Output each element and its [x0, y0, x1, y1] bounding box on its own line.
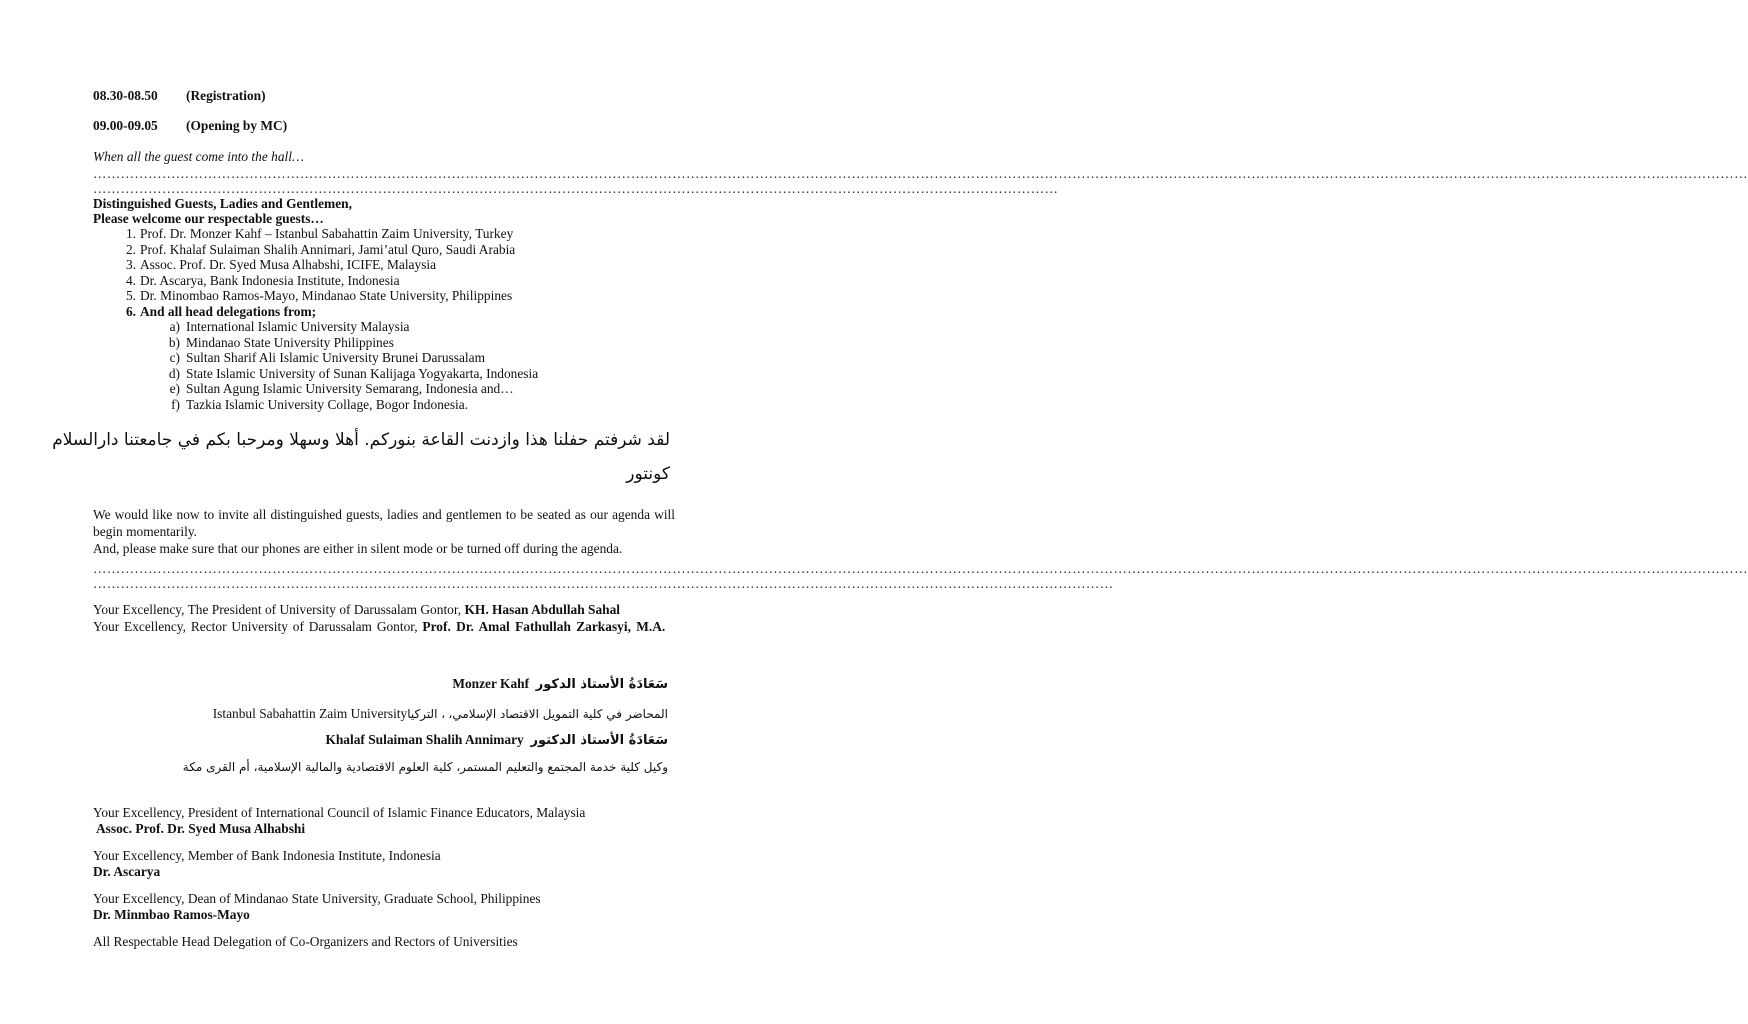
greeting-line: Please welcome our respectable guests… — [93, 211, 324, 226]
dotted-line: …………………………………………………………………………………………………………………………………………………………………………………………………… — [93, 576, 1114, 591]
arabic-welcome-line: كونتور — [626, 464, 670, 484]
agenda-time-opening: 09.00-09.05 — [93, 118, 158, 133]
excellency-name: Assoc. Prof. Dr. Syed Musa Alhabshi — [96, 821, 306, 836]
guest-desc-arabic: المحاضر في كلية التمويل الاقتصاد الإسلامي، Istanbul Sabahattin Zaim University، التركيا — [212, 706, 668, 721]
excellency-name: Dr. Minmbao Ramos-Mayo — [93, 907, 250, 922]
dotted-line: ………………………………………………………………………………………………………………………………………………………………………………………… — [93, 181, 1059, 196]
excellency-line: Your Excellency, The President of University of Darussalam Gontor, KH. Hasan Abdullah Sahal — [93, 602, 621, 617]
dotted-line: ……………………………………………………………………………………………………………………………………………………………………………………………………………………………………………………………………………………………………………………………… — [93, 166, 1748, 181]
document-page: 08.30-08.50 (Registration) 09.00-09.05 (Opening by MC) When all the guest come into the hall… ……………………………………………………………………………………………………………………………………………………………………………………………………………………………………………………………………………………………………………………………… ………………………………………………………………………………………………………………………………………………………………………………………… Distinguished Guests, Ladies and Gentlemen, Please welcome our respectable guests… 1. Prof. Dr. Monzer Kahf – Istanbul Sabahattin Zaim University, Turkey 2. Prof. Khalaf Sulaiman Shalih Annimari, Jami’atul Quro, Saudi Arabia 3. Assoc. Prof. Dr. Syed Musa Alhabshi, ICIFE, Malaysia 4. Dr. Ascarya, Bank Indonesia Institute, Indonesia 5. Dr. Minombao Ramos-Mayo, Mindanao State University, Philippines 6. And all head delegations from; a) International Islamic University Malaysia b) Mindanao State University Philippines c) Sultan Sharif Ali Islamic University Brunei Darussalam d) State Islamic University of Sunan Kalijaga Yogyakarta, Indonesia e) Sultan Agung Islamic University Semarang, Indonesia and… f) Tazkia Islamic University Collage, Bogor Indonesia. لقد شرفتم حفلنا هذا وازدنت القاعة بنوركم. أهلا وسهلا ومرحبا بكم في جامعتنا دارالسلام كونتور We would like now to invite all distinguished guests, ladies and gentlemen to be seated as our agenda will begin momentarily. And, please make sure that our phones are either in silent mode or be turned off during the agenda. ……………………………………………………………………………………………………………………………………………………………………………………………………………………………………………………………………………………………………………………………… …………………………………………………………………………………………………………………………………………………………………………………………………… Your Excellency, The President of University of Darussalam Gontor, KH. Hasan Abdullah Sahal Your Excellency, Rector University of Darussalam Gontor, Prof. Dr. Amal Fathullah Zarkasyi, M.A. سَعَادَةُ الأستاذ الدكور Monzer Kahf المحاضر في كلية التمويل الاقتصاد الإسلامي، Istanbul Sabahattin Zaim University، التركيا سَعَادَةُ الأستاذ الدكتور Khalaf Sulaiman Shalih Annimary وكيل كلية خدمة المجتمع والتعليم المستمر، كلية العلوم الاقتصادية والمالية الإسلامية، أم القرى مكة Your Excellency, President of International Council of Islamic Finance Educators, Malaysia Assoc. Prof. Dr. Syed Musa Alhabshi Your Excellency, Member of Bank Indonesia Institute, Indonesia Dr. Ascarya Your Excellency, Dean of Mindanao State University, Graduate School, Philippines Dr. Minmbao Ramos-Mayo All Respectable Head Delegation of Co-Organizers and Rectors of Universities — [52, 88, 1748, 949]
guest-desc-arabic: وكيل كلية خدمة المجتمع والتعليم المستمر، كلية العلوم الاقتصادية والمالية الإسلامية، أم القرى مكة — [182, 760, 668, 774]
excellency-line: Your Excellency, President of International Council of Islamic Finance Educators, Malaysia — [93, 805, 586, 820]
agenda-item-registration: (Registration) — [186, 88, 266, 103]
invite-paragraph: We would like now to invite all distinguished guests, ladies and gentlemen to be seated as our agenda will begin momentarily. — [93, 507, 675, 539]
excellency-line: Your Excellency, Dean of Mindanao State University, Graduate School, Philippines — [93, 891, 541, 906]
intro-note: When all the guest come into the hall… — [93, 149, 304, 164]
agenda-item-opening: (Opening by MC) — [186, 118, 288, 133]
excellency-name: Dr. Ascarya — [93, 864, 161, 879]
guest-title-arabic: سَعَادَةُ الأستاذ الدكتور Khalaf Sulaiman Shalih Annimary — [325, 732, 668, 748]
excellency-line: Your Excellency, Rector University of Darussalam Gontor, Prof. Dr. Amal Fathullah Zarkasyi, M.A. — [93, 619, 666, 634]
closing-line: All Respectable Head Delegation of Co-Organizers and Rectors of Universities — [93, 934, 518, 949]
dotted-line: ……………………………………………………………………………………………………………………………………………………………………………………………………………………………………………………………………………………………………………………………… — [93, 561, 1748, 576]
arabic-welcome-line: لقد شرفتم حفلنا هذا وازدنت القاعة بنوركم. أهلا وسهلا ومرحبا بكم في جامعتنا دارالسلام — [52, 430, 670, 450]
agenda-time-registration: 08.30-08.50 — [93, 88, 158, 103]
greeting-line: Distinguished Guests, Ladies and Gentlemen, — [93, 196, 352, 211]
excellency-line: Your Excellency, Member of Bank Indonesia Institute, Indonesia — [93, 848, 441, 863]
guest-title-arabic: سَعَادَةُ الأستاذ الدكور Monzer Kahf — [452, 676, 668, 692]
phones-paragraph: And, please make sure that our phones are either in silent mode or be turned off during the agenda. — [93, 541, 623, 556]
